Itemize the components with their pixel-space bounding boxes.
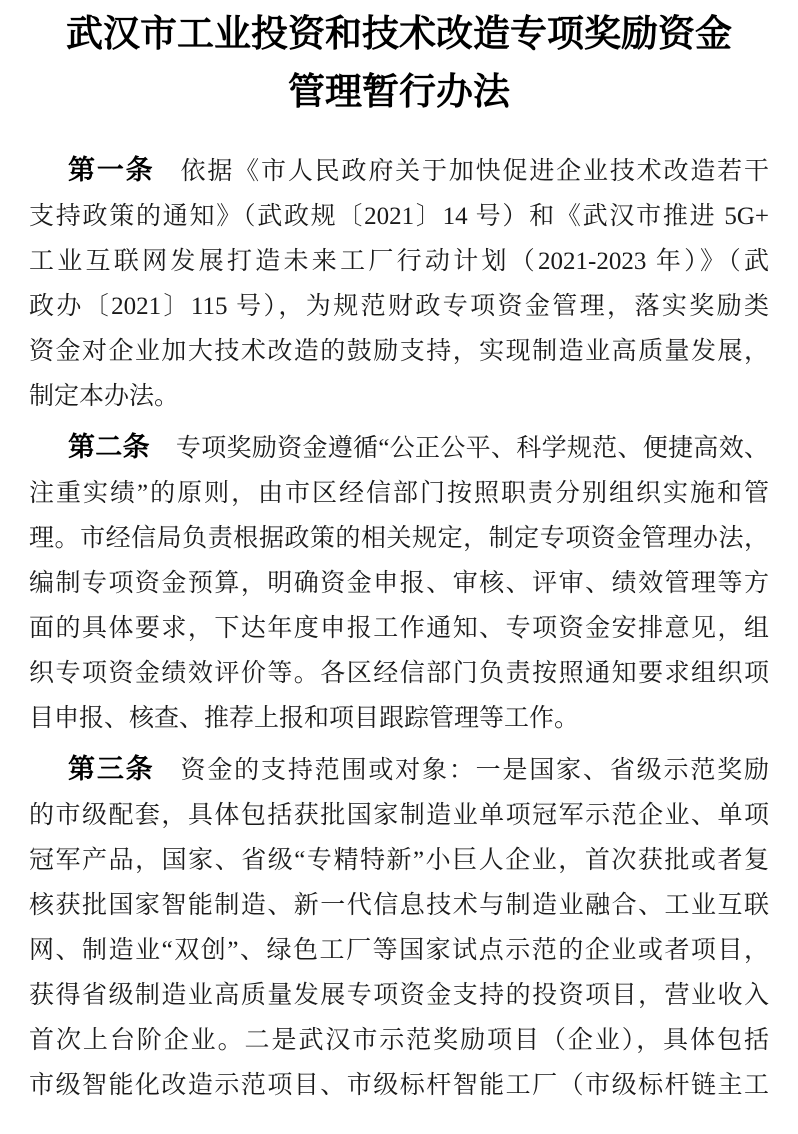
line-text: 编制专项资金预算，明确资金申报、审核、评审、绩效管理等方 (29, 570, 769, 597)
text-line (29, 651, 769, 696)
line-text: 面的具体要求，下达年度申报工作通知、专项资金安排意见，组 (29, 615, 769, 642)
text-line (29, 374, 769, 419)
text-line (29, 194, 769, 239)
text-line (29, 606, 769, 651)
text-line (29, 329, 769, 374)
line-text: 首次上台阶企业。二是武汉市示范奖励项目（企业），具体包括 (29, 1027, 769, 1054)
line-text: 制定本办法。 (29, 383, 180, 410)
article-number-label: 第三条 (68, 754, 155, 784)
article-number-label: 第二条 (68, 432, 150, 462)
line-text: 注重实绩”的原则，由市区经信部门按照职责分别组织实施和管 (29, 480, 769, 507)
line-text: 网、制造业“双创”、绿色工厂等国家试点示范的企业或者项目， (29, 937, 769, 964)
text-line (29, 973, 769, 1018)
text-line (29, 425, 769, 471)
text-line (29, 747, 769, 793)
line-text: 政办〔2021〕115 号），为规范财政专项资金管理，落实奖励类 (29, 293, 769, 320)
line-text: 工业互联网发展打造未来工厂行动计划（2021-2023 年）》（武 (29, 248, 769, 275)
text-line (29, 883, 769, 928)
line-text: 冠军产品，国家、省级“专精特新”小巨人企业，首次获批或者复 (29, 847, 769, 874)
document-title-line-2: 管理暂行办法 (288, 72, 510, 113)
document-title-line-1: 武汉市工业投资和技术改造专项奖励资金 (66, 14, 732, 55)
paragraph-3 (29, 747, 769, 1108)
line-text: 目申报、核查、推荐上报和项目跟踪管理等工作。 (29, 705, 580, 732)
line-text: 获得省级制造业高质量发展专项资金支持的投资项目，营业收入 (29, 982, 769, 1009)
text-line (29, 516, 769, 561)
text-line (29, 1018, 769, 1063)
paragraph-2 (29, 425, 769, 741)
text-line (29, 471, 769, 516)
text-line (29, 696, 769, 741)
text-line (29, 284, 769, 329)
line-text: 理。市经信局负责根据政策的相关规定，制定专项资金管理办法， (29, 525, 769, 552)
paragraph-1 (29, 148, 769, 419)
line-text: 专项奖励资金遵循“公正公平、科学规范、便捷高效、 (175, 435, 770, 462)
text-line (29, 239, 769, 284)
document-title (29, 6, 769, 122)
line-text: 织专项资金绩效评价等。各区经信部门负责按照通知要求组织项 (29, 660, 769, 687)
line-text: 市级智能化改造示范项目、市级标杆智能工厂（市级标杆链主工 (29, 1072, 769, 1099)
text-line (29, 561, 769, 606)
text-line (29, 1063, 769, 1108)
line-text: 依据《市人民政府关于加快促进企业技术改造若干 (180, 158, 769, 185)
document-body (29, 148, 769, 1108)
line-text: 的市级配套，具体包括获批国家制造业单项冠军示范企业、单项 (29, 802, 769, 829)
line-text: 资金的支持范围或对象：一是国家、省级示范奖励 (180, 757, 769, 784)
text-line (29, 148, 769, 194)
line-text: 核获批国家智能制造、新一代信息技术与制造业融合、工业互联 (29, 892, 769, 919)
text-line (29, 793, 769, 838)
text-line (29, 928, 769, 973)
line-text: 资金对企业加大技术改造的鼓励支持，实现制造业高质量发展， (29, 338, 769, 365)
text-line (29, 838, 769, 883)
article-number-label: 第一条 (68, 155, 155, 185)
line-text: 支持政策的通知》（武政规〔2021〕14 号）和《武汉市推进 5G+ (29, 203, 769, 230)
